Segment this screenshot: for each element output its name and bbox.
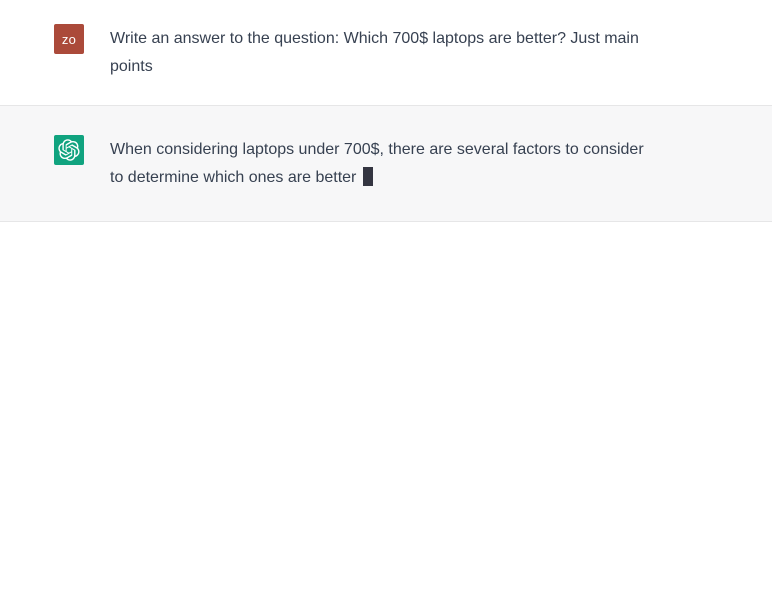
user-message-line-1: Write an answer to the question: Which 700$ laptops are better? Just main [110,30,639,47]
assistant-message-line-1: When considering laptops under 700$, there are several factors to consider [110,141,644,158]
chat-conversation [0,0,772,222]
user-avatar [54,24,84,54]
user-avatar-initials: zo [61,31,77,47]
assistant-message-line-2: to determine which ones are better [110,169,357,186]
openai-logo-icon [58,139,80,161]
message-row-user [0,0,772,105]
message-row-assistant [0,105,772,222]
streaming-cursor [363,167,373,186]
assistant-avatar [54,135,84,165]
user-message-text [110,24,639,81]
user-message-line-2: points [110,58,153,75]
assistant-message-text [110,135,644,192]
assistant-message-line-2-wrap [110,164,644,192]
